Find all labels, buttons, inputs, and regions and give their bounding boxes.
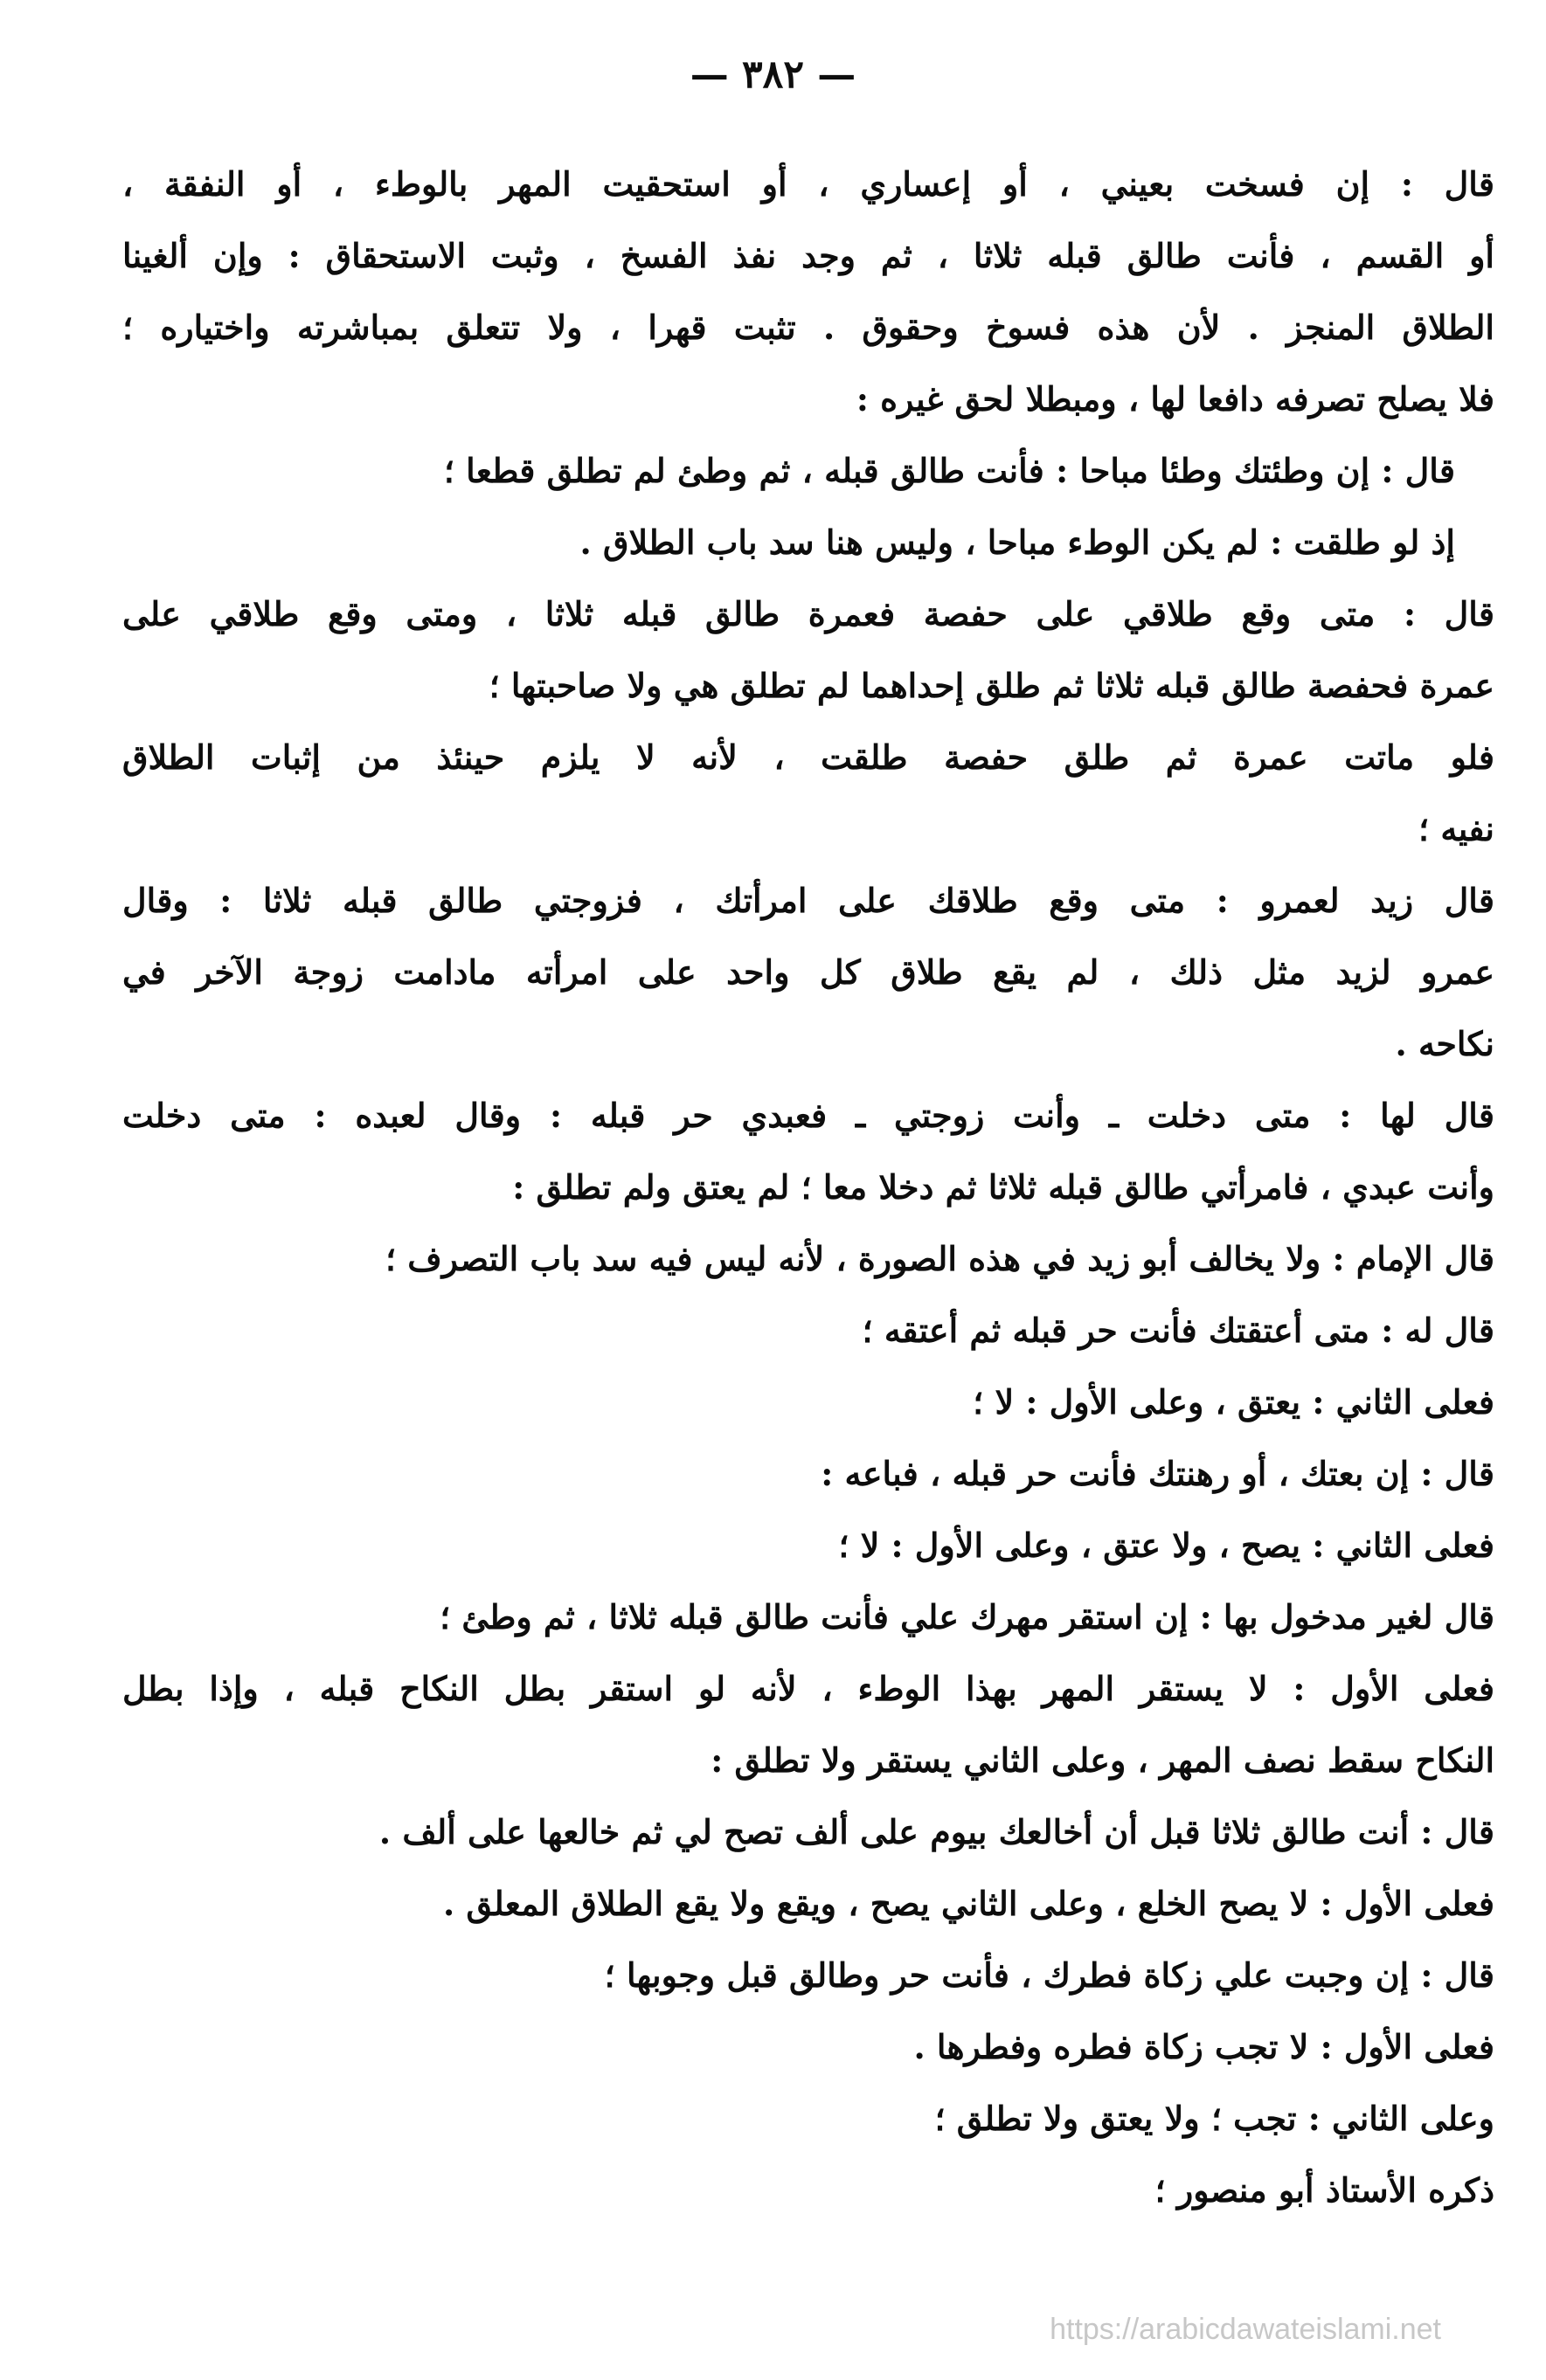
- page-number: — ٣٨٢ —: [690, 52, 856, 97]
- text-line: وعلى الثاني : تجب ؛ ولا يعتق ولا تطلق ؛: [934, 2099, 1494, 2138]
- text-line: فلا يصلح تصرفه دافعا لها ، ومبطلا لحق غيره :: [856, 379, 1494, 419]
- text-line: إذ لو طلقت : لم يكن الوطء مباحا ، وليس هنا سد باب الطلاق .: [579, 522, 1455, 562]
- text-line: نفيه ؛: [1418, 809, 1494, 848]
- text-line: قال : أنت طالق ثلاثا قبل أن أخالعك بيوم على ألف تصح لي ثم خالعها على ألف .: [378, 1812, 1494, 1851]
- text-line: قال زيد لعمرو : متى وقع طلاقك على امرأتك ، فزوجتي طالق قبله ثلاثا : وقال: [122, 881, 1494, 920]
- text-line: فعلى الأول : لا يستقر المهر بهذا الوطء ، لأنه لو استقر بطل النكاح قبله ، وإذا بطل: [122, 1669, 1494, 1708]
- text-line: النكاح سقط نصف المهر ، وعلى الثاني يستقر ولا تطلق :: [711, 1740, 1494, 1780]
- text-line: قال : إن بعتك ، أو رهنتك فأنت حر قبله ، فباعه :: [821, 1454, 1494, 1493]
- text-line: ذكره الأستاذ أبو منصور ؛: [1154, 2170, 1494, 2210]
- text-line: أو القسم ، فأنت طالق قبله ثلاثا ، ثم وجد نفذ الفسخ ، وثبت الاستحقاق : وإن ألغينا: [122, 236, 1494, 275]
- text-line: وأنت عبدي ، فامرأتي طالق قبله ثلاثا ثم دخلا معا ؛ لم يعتق ولم تطلق :: [512, 1167, 1494, 1207]
- text-line: قال : إن وطئتك وطئا مباحا : فأنت طالق قبله ، ثم وطئ لم تطلق قطعا ؛: [443, 451, 1455, 490]
- text-line: قال : إن وجبت علي زكاة فطرك ، فأنت حر وطالق قبل وجوبها ؛: [604, 1955, 1494, 1995]
- text-line: قال لغير مدخول بها : إن استقر مهرك علي فأنت طالق قبله ثلاثا ، ثم وطئ ؛: [440, 1597, 1494, 1636]
- text-line: قال : إن فسخت بعيني ، أو إعساري ، أو استحقيت المهر بالوطء ، أو النفقة ،: [122, 164, 1494, 204]
- text-line: فعلى الثاني : يعتق ، وعلى الأول : لا ؛: [973, 1382, 1494, 1422]
- text-line: قال له : متى أعتقتك فأنت حر قبله ثم أعتقه ؛: [862, 1311, 1494, 1350]
- text-line: قال الإمام : ولا يخالف أبو زيد في هذه الصورة ، لأنه ليس فيه سد باب التصرف ؛: [385, 1239, 1494, 1278]
- text-line: فعلى الأول : لا تجب زكاة فطره وفطرها .: [913, 2027, 1494, 2066]
- text-line: عمرة فحفصة طالق قبله ثلاثا ثم طلق إحداهما لم تطلق هي ولا صاحبتها ؛: [489, 666, 1494, 705]
- body-text: [122, 149, 1494, 2226]
- text-line: فعلى الثاني : يصح ، ولا عتق ، وعلى الأول : لا ؛: [838, 1526, 1494, 1565]
- text-line: الطلاق المنجز . لأن هذه فسوخ وحقوق . تثبت قهرا ، ولا تتعلق بمباشرته واختياره ؛: [122, 308, 1494, 347]
- text-line: فلو ماتت عمرة ثم طلق حفصة طلقت ، لأنه لا يلزم حينئذ من إثبات الطلاق: [122, 737, 1494, 777]
- text-line: فعلى الأول : لا يصح الخلع ، وعلى الثاني يصح ، ويقع ولا يقع الطلاق المعلق .: [443, 1884, 1494, 1923]
- watermark-url: https://arabicdawateislami.net: [1050, 2313, 1441, 2346]
- text-line: قال لها : متى دخلت ـ وأنت زوجتي ـ فعبدي حر قبله : وقال لعبده : متى دخلت: [122, 1096, 1494, 1135]
- text-line: قال : متى وقع طلاقي على حفصة فعمرة طالق قبله ثلاثا ، ومتى وقع طلاقي على: [122, 594, 1494, 633]
- text-line: نكاحه .: [1395, 1024, 1494, 1063]
- text-line: عمرو لزيد مثل ذلك ، لم يقع طلاق كل واحد على امرأته مادامت زوجة الآخر في: [122, 952, 1494, 992]
